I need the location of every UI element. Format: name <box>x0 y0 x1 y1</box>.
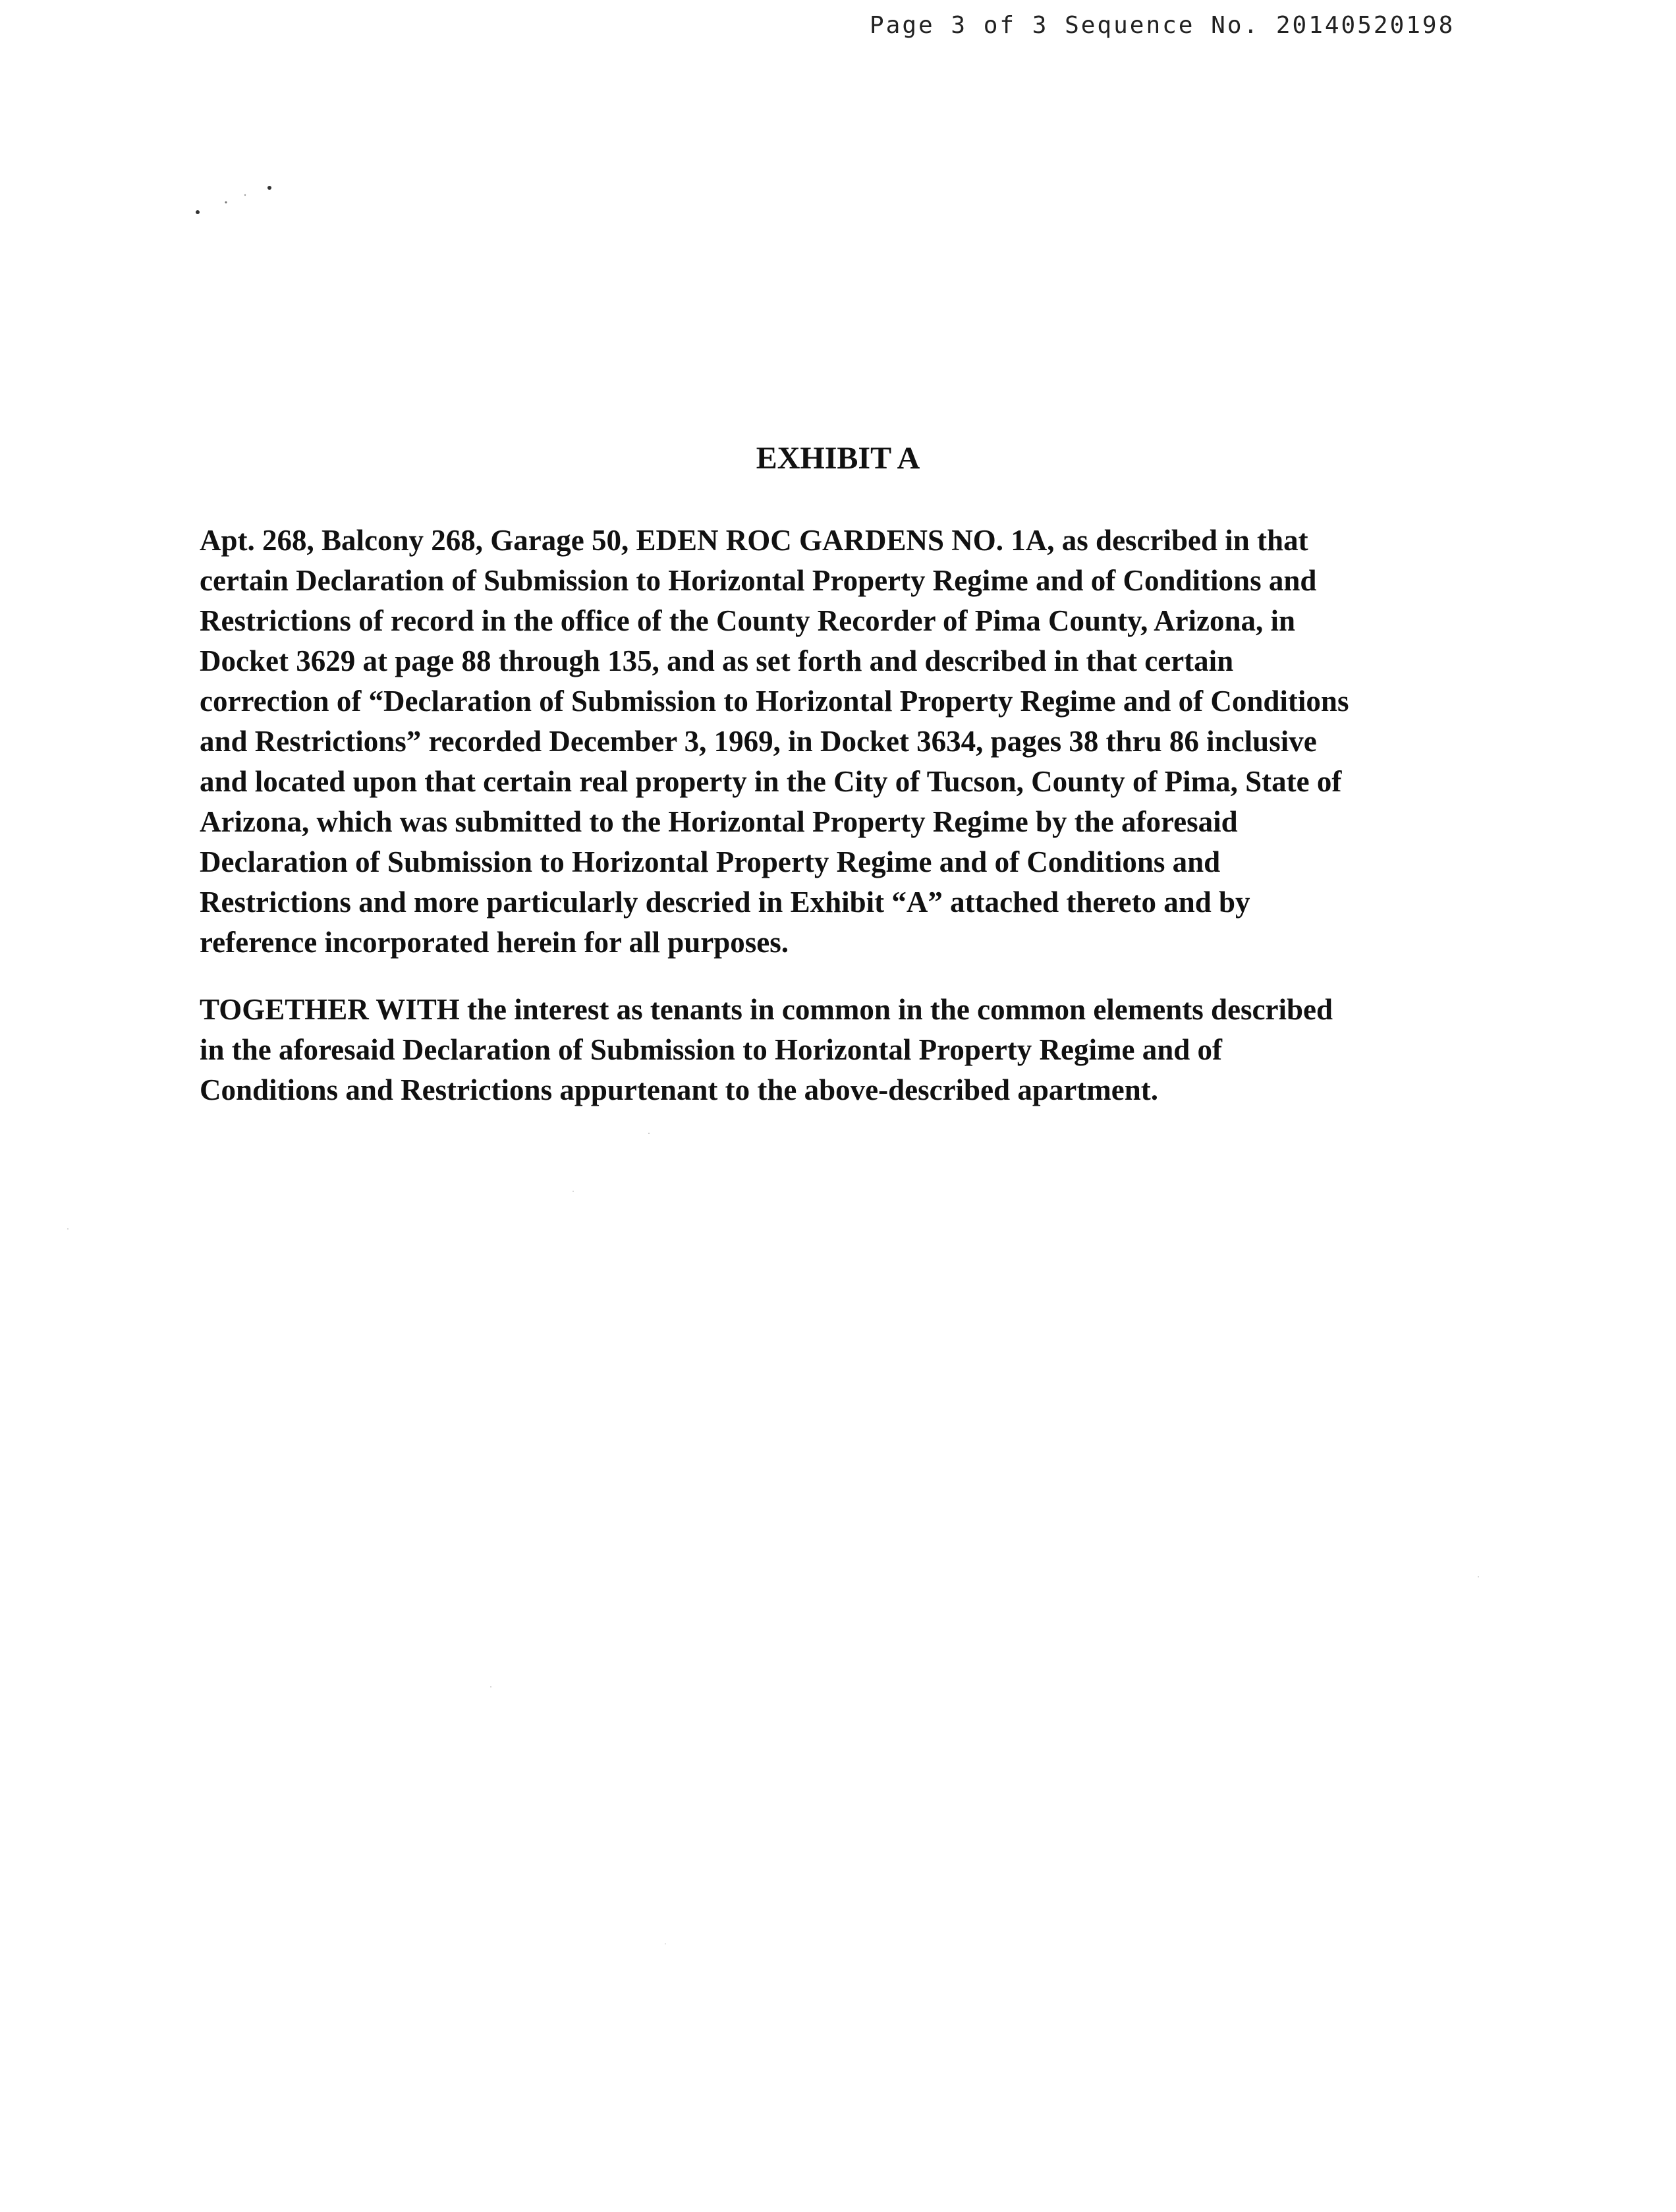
text-line: and located upon that certain real property in the City of Tucson, County of Pima, State of <box>200 765 1342 798</box>
text-line: Conditions and Restrictions appurtenant to the above-described apartment. <box>200 1073 1159 1106</box>
text-line: Docket 3629 at page 88 through 135, and as set forth and described in that certain <box>200 644 1234 677</box>
text-line: reference incorporated herein for all purposes. <box>200 926 789 959</box>
text-line: Restrictions and more particularly descried in Exhibit “A” attached thereto and by <box>200 886 1250 919</box>
text-line: Apt. 268, Balcony 268, Garage 50, EDEN ROC GARDENS NO. 1A, as described in that <box>200 524 1308 557</box>
text-line: Restrictions of record in the office of the County Recorder of Pima County, Arizona, in <box>200 604 1296 637</box>
legal-description-paragraph <box>200 521 1504 963</box>
page-header-stamp: Page 3 of 3 Sequence No. 20140520198 <box>870 12 1455 39</box>
text-line: TOGETHER WITH the interest as tenants in common in the common elements described <box>200 993 1333 1026</box>
text-line: certain Declaration of Submission to Horizontal Property Regime and of Conditions and <box>200 564 1317 597</box>
text-line: Arizona, which was submitted to the Horizontal Property Regime by the aforesaid <box>200 805 1238 838</box>
together-with-paragraph <box>200 990 1504 1110</box>
text-line: and Restrictions” recorded December 3, 1969, in Docket 3634, pages 38 thru 86 inclusive <box>200 725 1317 758</box>
text-line: in the aforesaid Declaration of Submission to Horizontal Property Regime and of <box>200 1033 1222 1066</box>
text-line: Declaration of Submission to Horizontal Property Regime and of Conditions and <box>200 845 1221 878</box>
text-line: correction of “Declaration of Submission to Horizontal Property Regime and of Conditions <box>200 685 1349 718</box>
exhibit-title: EXHIBIT A <box>756 441 920 476</box>
